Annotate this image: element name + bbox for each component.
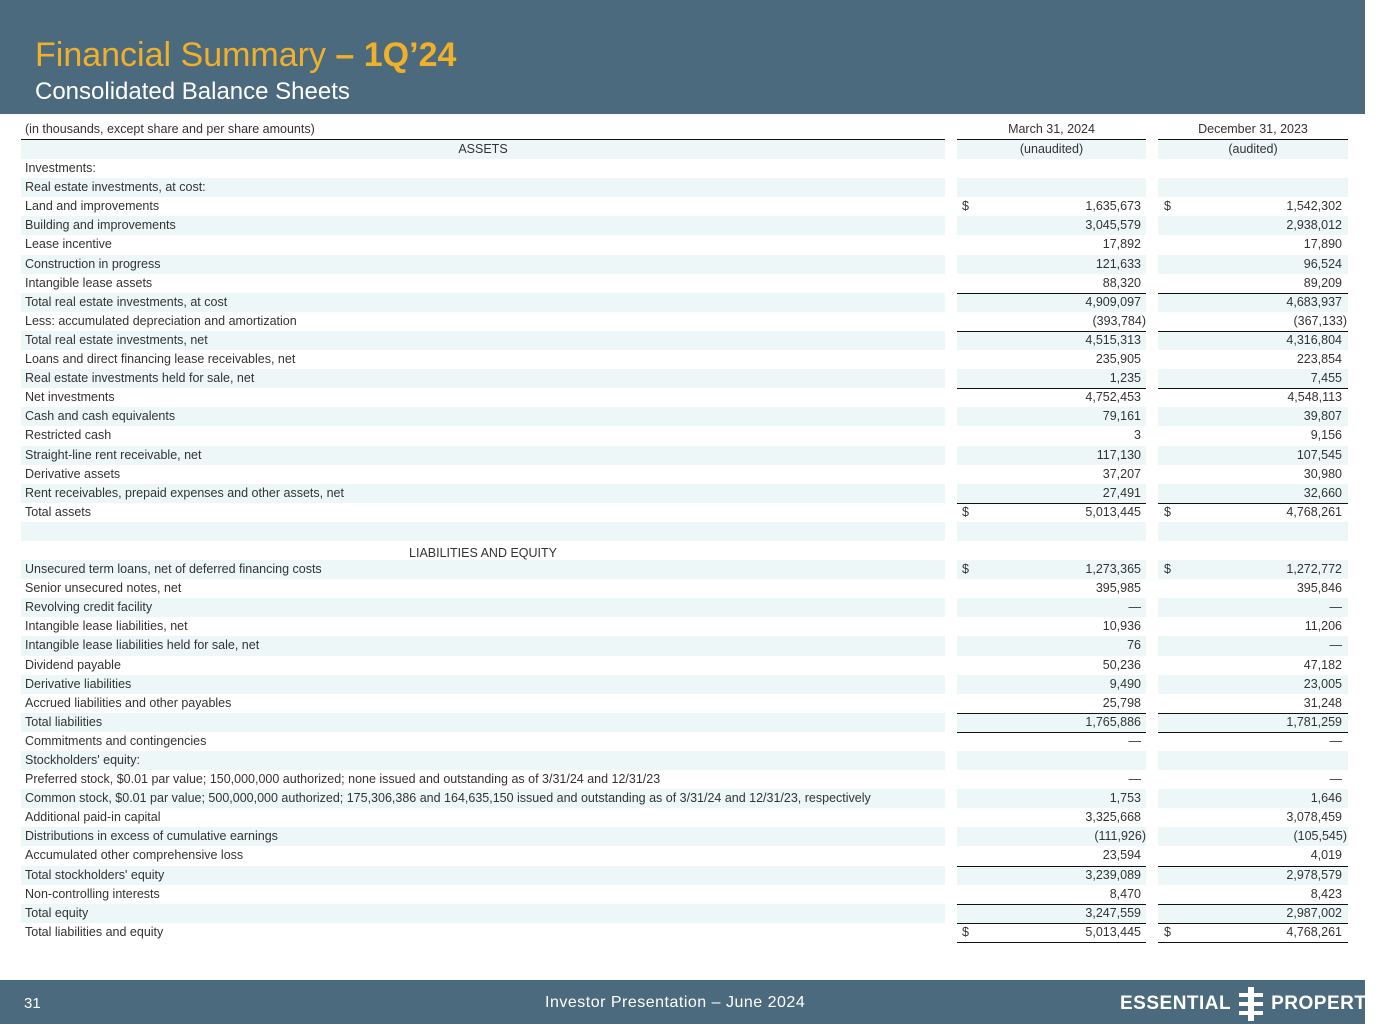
value-dec-2023: 4,548,113 [1287, 390, 1342, 405]
row-label: Stockholders' equity: [25, 753, 140, 767]
value-march-2024: 10,936 [1102, 619, 1141, 634]
currency-symbol: $ [962, 504, 969, 519]
table-row [21, 846, 1348, 865]
value-dec-2023: 9,156 [1310, 428, 1342, 443]
value-dec-2023: 4,683,937 [1286, 294, 1342, 309]
table-row [21, 827, 1348, 846]
logo-word-left: ESSENTIAL [1120, 993, 1232, 1014]
row-label: Derivative assets [25, 466, 121, 481]
row-label: Real estate investments, at cost: [25, 180, 206, 195]
units-note: (in thousands, except share and per share amounts) [25, 122, 315, 136]
currency-symbol: $ [1164, 562, 1171, 577]
row-label: Construction in progress [25, 256, 161, 271]
row-label: Rent receivables, prepaid expenses and other assets, net [25, 485, 344, 500]
subtotal-rule [957, 503, 1146, 504]
value-dec-2023: 2,938,012 [1286, 218, 1342, 233]
subtotal-rule [1158, 503, 1348, 504]
assets-heading-row [21, 140, 1348, 159]
table-row [21, 407, 1348, 426]
row-label: Revolving credit facility [25, 600, 153, 615]
value-dec-2023: (105,545) [1293, 829, 1347, 844]
currency-symbol: $ [962, 924, 969, 939]
table-row [21, 197, 1348, 216]
row-label: Total stockholders' equity [25, 867, 165, 882]
table-row [21, 885, 1348, 904]
subtotal-rule [1158, 713, 1348, 714]
value-march-2024: 4,515,313 [1085, 332, 1141, 347]
table-row [21, 560, 1348, 579]
table-row [21, 274, 1348, 293]
value-march-2024: 1,273,365 [1085, 562, 1141, 577]
table-header-row [21, 120, 1348, 140]
value-march-2024: 117,130 [1096, 447, 1141, 462]
value-dec-2023: 395,846 [1296, 581, 1342, 596]
page-subtitle: Consolidated Balance Sheets [35, 78, 350, 105]
table-row [21, 178, 1348, 197]
value-march-2024: 79,161 [1102, 409, 1141, 424]
value-march-2024: 4,909,097 [1085, 294, 1141, 309]
value-march-2024: 1,753 [1109, 791, 1141, 806]
subtotal-rule [957, 923, 1146, 924]
row-label: Total real estate investments, net [25, 332, 208, 347]
value-dec-2023: 89,209 [1303, 275, 1342, 290]
footer-bar [0, 980, 1399, 1024]
row-label: Net investments [25, 390, 115, 405]
row-label: Intangible lease liabilities held for sale, net [25, 638, 260, 653]
value-dec-2023: 32,660 [1303, 485, 1342, 500]
spacer-row [21, 522, 1348, 541]
title-quarter: – 1Q’24 [335, 36, 457, 74]
subtotal-rule [957, 732, 1146, 733]
value-dec-2023: 4,768,261 [1286, 504, 1342, 519]
table-row [21, 350, 1348, 369]
row-label: Lease incentive [25, 237, 112, 252]
row-label: Real estate investments held for sale, net [25, 371, 255, 386]
value-dec-2023: — [1329, 600, 1342, 615]
row-label: Restricted cash [25, 428, 112, 443]
row-label: Non-controlling interests [25, 886, 160, 901]
value-march-2024: 88,320 [1102, 275, 1141, 290]
row-label: Intangible lease assets [25, 275, 153, 290]
table-row [21, 579, 1348, 598]
row-label: Straight-line rent receivable, net [25, 447, 202, 462]
row-label: Land and improvements [25, 199, 160, 214]
table-row [21, 694, 1348, 713]
liabilities-heading-row [21, 541, 1348, 560]
value-dec-2023: 4,316,804 [1286, 332, 1342, 347]
value-march-2024: 37,207 [1102, 466, 1141, 481]
row-label: Total real estate investments, at cost [25, 294, 228, 309]
row-label: Loans and direct financing lease receivables, net [25, 352, 296, 367]
table-row [21, 426, 1348, 445]
value-march-2024: (393,784) [1092, 313, 1146, 328]
assets-heading: ASSETS [458, 142, 508, 156]
value-dec-2023: 1,646 [1310, 791, 1342, 806]
value-march-2024: 395,985 [1095, 581, 1141, 596]
subtotal-rule [957, 713, 1146, 714]
table-row [21, 770, 1348, 789]
value-march-2024: 1,635,673 [1085, 199, 1141, 214]
value-dec-2023: — [1329, 733, 1342, 748]
value-dec-2023: 23,005 [1303, 676, 1342, 691]
subtotal-rule [1158, 293, 1348, 294]
value-dec-2023: 223,854 [1296, 352, 1342, 367]
value-march-2024: 3,247,559 [1085, 905, 1141, 920]
row-label: Less: accumulated depreciation and amortization [25, 313, 297, 328]
subtotal-rule [957, 866, 1146, 867]
row-label: Total liabilities [25, 714, 103, 729]
value-dec-2023: 107,545 [1296, 447, 1342, 462]
value-dec-2023: 31,248 [1303, 695, 1342, 710]
value-dec-2023: (367,133) [1293, 313, 1347, 328]
liabilities-section [21, 560, 1348, 942]
liabilities-heading: LIABILITIES AND EQUITY [409, 545, 557, 560]
value-dec-2023: 30,980 [1303, 466, 1342, 481]
table-row [21, 465, 1348, 484]
currency-symbol: $ [962, 199, 969, 214]
value-march-2024: 3 [1134, 428, 1141, 443]
table-row [21, 235, 1348, 254]
value-march-2024: 5,013,445 [1085, 924, 1141, 939]
value-dec-2023: — [1329, 772, 1342, 787]
company-logo [1120, 989, 1399, 1019]
value-march-2024: (111,926) [1094, 829, 1146, 844]
row-label: Common stock, $0.01 par value; 500,000,000 authorized; 175,306,386 and 164,635,150 issued and outstanding as of 3/31/24 and 12/31/23, respectively [25, 791, 871, 806]
subtotal-rule [957, 388, 1146, 389]
row-label: Unsecured term loans, net of deferred financing costs [25, 562, 322, 577]
row-label: Preferred stock, $0.01 par value; 150,000,000 authorized; none issued and outstanding as of 3/31/24 and 12/31/23 [25, 772, 661, 787]
value-dec-2023: 96,524 [1303, 256, 1342, 271]
subtotal-rule [1158, 732, 1348, 733]
value-dec-2023: 17,890 [1303, 237, 1342, 252]
row-label: Total liabilities and equity [25, 924, 164, 939]
table-row [21, 293, 1348, 312]
page-number: 31 [24, 995, 41, 1012]
subtotal-rule [1158, 866, 1348, 867]
value-dec-2023: 3,078,459 [1286, 810, 1342, 825]
table-row [21, 503, 1348, 522]
table-row [21, 789, 1348, 808]
row-label: Total equity [25, 905, 89, 920]
subtotal-rule [1158, 388, 1348, 389]
subtotal-rule [1158, 331, 1348, 332]
value-march-2024: 3,325,668 [1085, 810, 1141, 825]
header-bar [0, 0, 1365, 114]
value-march-2024: 121,633 [1095, 256, 1141, 271]
value-dec-2023: 1,781,259 [1286, 714, 1342, 729]
row-label: Building and improvements [25, 218, 176, 233]
row-label: Distributions in excess of cumulative earnings [25, 829, 278, 844]
subtotal-rule [1158, 904, 1348, 905]
value-dec-2023: — [1329, 638, 1342, 653]
assets-section [21, 159, 1348, 522]
table-row [21, 598, 1348, 617]
row-label: Additional paid-in capital [25, 810, 161, 825]
currency-symbol: $ [1164, 504, 1171, 519]
balance-sheet-table [21, 120, 1348, 942]
currency-symbol: $ [1164, 199, 1171, 214]
audited-label: (audited) [1228, 142, 1278, 156]
page-title [35, 36, 456, 75]
subtotal-rule [957, 904, 1146, 905]
value-march-2024: 25,798 [1102, 695, 1141, 710]
col-header-march: March 31, 2024 [1008, 122, 1095, 136]
value-march-2024: 4,752,453 [1085, 390, 1141, 405]
row-label: Total assets [25, 504, 92, 519]
currency-symbol: $ [962, 562, 969, 577]
value-march-2024: 235,905 [1095, 352, 1141, 367]
value-dec-2023: 4,768,261 [1286, 924, 1342, 939]
row-label: Accrued liabilities and other payables [25, 695, 232, 710]
table-row [21, 216, 1348, 235]
table-row [21, 617, 1348, 636]
row-label: Derivative liabilities [25, 676, 132, 691]
value-march-2024: 5,013,445 [1085, 504, 1141, 519]
unaudited-label: (unaudited) [1019, 142, 1084, 156]
value-dec-2023: 7,455 [1310, 371, 1342, 386]
total-rule [1158, 942, 1348, 943]
value-dec-2023: 4,019 [1310, 848, 1342, 863]
value-march-2024: — [1128, 772, 1141, 787]
subtotal-rule [957, 331, 1146, 332]
value-dec-2023: 2,978,579 [1286, 867, 1342, 882]
table-row [21, 446, 1348, 465]
row-label: Senior unsecured notes, net [25, 581, 182, 596]
table-row [21, 751, 1348, 770]
row-label: Dividend payable [25, 657, 121, 672]
value-dec-2023: 8,423 [1310, 886, 1342, 901]
table-row [21, 866, 1348, 885]
value-march-2024: 8,470 [1109, 886, 1141, 901]
col-header-december: December 31, 2023 [1198, 122, 1308, 136]
value-march-2024: 23,594 [1102, 848, 1141, 863]
table-row [21, 923, 1348, 942]
table-row [21, 732, 1348, 751]
table-row [21, 904, 1348, 923]
table-row [21, 388, 1348, 407]
title-main: Financial Summary [35, 36, 336, 74]
table-row [21, 808, 1348, 827]
value-march-2024: 76 [1127, 638, 1141, 653]
row-label: Accumulated other comprehensive loss [25, 848, 244, 863]
table-row [21, 255, 1348, 274]
value-march-2024: 17,892 [1102, 237, 1141, 252]
table-row [21, 675, 1348, 694]
table-row [21, 484, 1348, 503]
table-row [21, 656, 1348, 675]
value-dec-2023: 39,807 [1303, 409, 1342, 424]
value-dec-2023: 1,272,772 [1286, 562, 1342, 577]
value-march-2024: 1,765,886 [1085, 714, 1141, 729]
row-label: Intangible lease liabilities, net [25, 619, 188, 634]
value-march-2024: 3,239,089 [1085, 867, 1141, 882]
table-row [21, 159, 1348, 178]
value-march-2024: 3,045,579 [1085, 218, 1141, 233]
value-march-2024: — [1128, 733, 1141, 748]
value-dec-2023: 47,182 [1303, 657, 1342, 672]
logo-word-right: PROPERTIES [1271, 993, 1399, 1014]
value-march-2024: — [1128, 600, 1141, 615]
currency-symbol: $ [1164, 924, 1171, 939]
footer-caption: Investor Presentation – June 2024 [545, 994, 806, 1011]
table-row [21, 331, 1348, 350]
total-rule [957, 942, 1146, 943]
table-row [21, 369, 1348, 388]
table-row [21, 636, 1348, 655]
table-row [21, 312, 1348, 331]
row-label: Cash and cash equivalents [25, 409, 176, 424]
logo-mark-icon [1239, 987, 1263, 1021]
value-march-2024: 9,490 [1109, 676, 1141, 691]
value-dec-2023: 11,206 [1304, 619, 1342, 634]
value-dec-2023: 1,542,302 [1286, 199, 1342, 214]
value-march-2024: 27,491 [1102, 485, 1141, 500]
subtotal-rule [957, 293, 1146, 294]
value-march-2024: 50,236 [1102, 657, 1141, 672]
value-march-2024: 1,235 [1109, 371, 1141, 386]
value-dec-2023: 2,987,002 [1286, 905, 1342, 920]
row-label: Commitments and contingencies [25, 733, 207, 748]
row-label: Investments: [25, 161, 96, 176]
subtotal-rule [1158, 923, 1348, 924]
table-row [21, 713, 1348, 732]
